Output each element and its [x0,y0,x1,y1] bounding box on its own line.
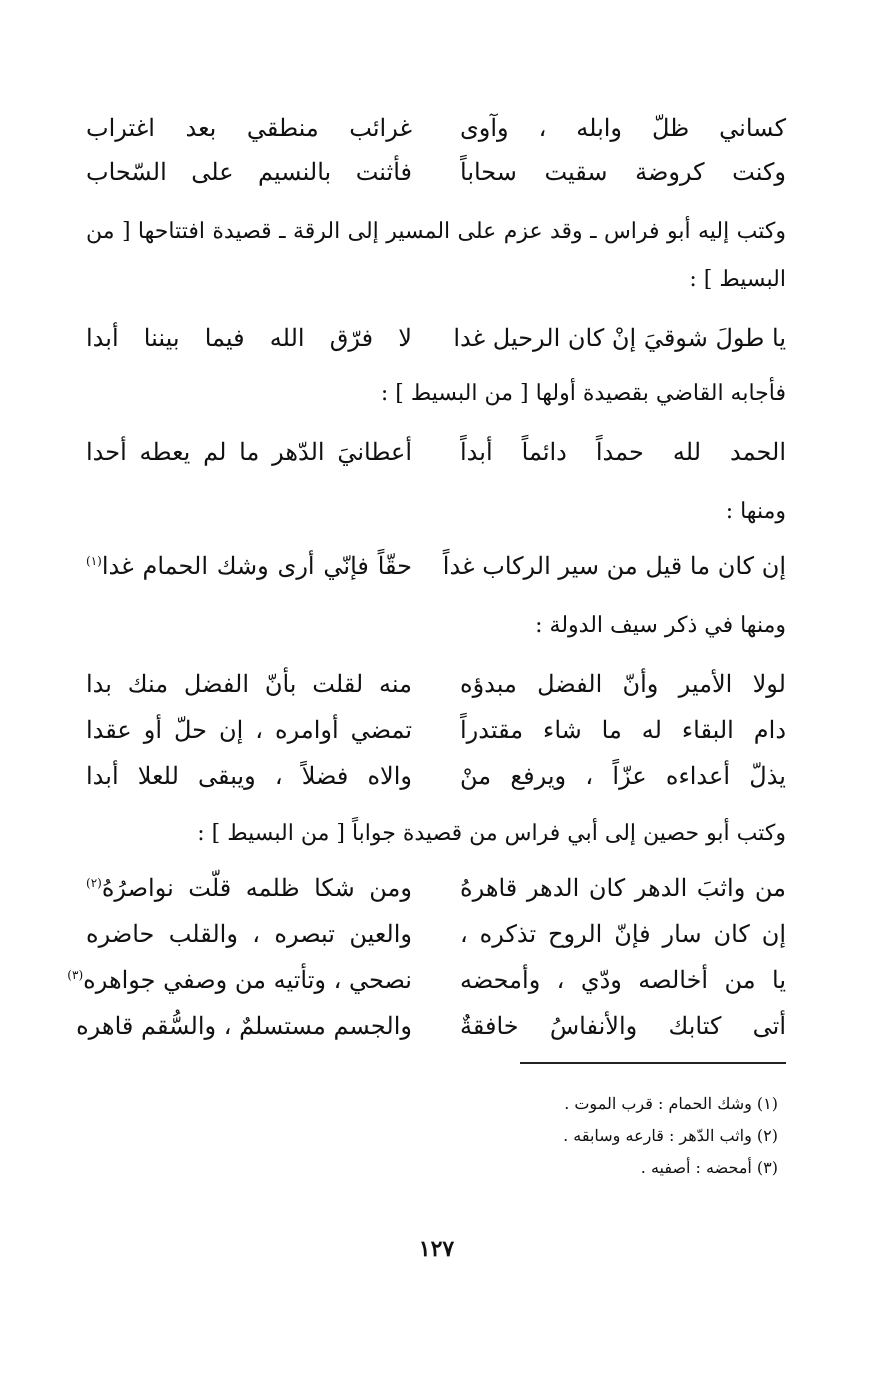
verse-first-hemistich: دام البقاء له ما شاء مقتدراً [460,716,786,744]
verse-line [67,960,786,1000]
footnote-marker: (١) [86,554,102,568]
footnote: (٣) أمحضه : أصفيه . [640,1158,778,1177]
verse-second-hemistich [86,552,412,580]
page-number: ١٢٧ [418,1236,455,1262]
verse-first-hemistich: الحمد لله حمداً دائماً أبداً [460,438,786,466]
verse-first-hemistich: من واثبَ الدهر كان الدهر قاهرهُ [460,874,786,902]
verse-first-hemistich: يا من أخالصه ودّي ، وأمحضه [460,966,786,994]
verse-line [86,710,786,750]
prose-paragraph-line: البسيط ] : [689,267,786,292]
prose-paragraph: ومنها في ذكر سيف الدولة : [535,613,786,638]
verse-first-hemistich: أتى كتابك والأنفاسُ خافقةٌ [460,1012,786,1040]
verse-line [86,108,786,148]
verse-second-hemistich [67,966,412,994]
verse-line [86,868,786,908]
footnote: (١) وشك الحمام : قرب الموت . [564,1094,778,1113]
verse-line [86,318,786,358]
verse-first-hemistich: كساني ظلّ وابله ، وآوى [460,114,786,142]
verse-text: نصحي ، وتأتيه من وصفي جواهره [83,966,412,994]
verse-first-hemistich: وكنت كروضة سقيت سحاباً [460,158,786,186]
verse-first-hemistich: لولا الأمير وأنّ الفضل مبدؤه [460,670,786,698]
footnote: (٢) واثب الدّهر : قارعه وسابقه . [563,1126,778,1145]
verse-first-hemistich: إن كان ما قيل من سير الركاب غداً [442,552,786,580]
verse-second-hemistich: والاه فضلاً ، ويبقى للعلا أبدا [86,762,412,790]
verse-second-hemistich: والعين تبصره ، والقلب حاضره [86,920,412,948]
verse-line [86,756,786,796]
verse-first-hemistich: إن كان سار فإنّ الروح تذكره ، [460,920,786,948]
verse-second-hemistich [86,874,412,902]
verse-second-hemistich: منه لقلت بأنّ الفضل منك بدا [86,670,412,698]
footnote-separator [520,1062,786,1064]
prose-paragraph: وكتب أبو حصين إلى أبي فراس من قصيدة جواباً [ من البسيط ] : [197,821,786,846]
verse-line [86,914,786,954]
verse-second-hemistich: أعطانيَ الدّهر ما لم يعطه أحدا [86,438,412,466]
prose-paragraph-line: وكتب إليه أبو فراس ـ وقد عزم على المسير إلى الرقة ـ قصيدة افتتاحها [ من [86,219,786,244]
footnote-marker: (٣) [67,968,84,982]
verse-second-hemistich: غرائب منطقي بعد اغتراب [86,114,412,142]
verse-line [86,432,786,472]
verse-second-hemistich: تمضي أوامره ، إن حلّ أو عقدا [86,716,412,744]
verse-first-hemistich: يا طولَ شوقيَ إنْ كان الرحيل غدا [453,324,786,352]
verse-line [86,152,786,192]
footnote-marker: (٢) [86,876,102,890]
prose-paragraph: فأجابه القاضي بقصيدة أولها [ من البسيط ] : [380,381,786,406]
verse-second-hemistich: فأثنت بالنسيم على السّحاب [86,158,412,186]
verse-text: ومن شكا ظلمه قلّت نواصرُهُ [101,874,412,902]
verse-line [86,546,786,586]
verse-second-hemistich: لا فرّق الله فيما بيننا أبدا [86,324,412,352]
verse-second-hemistich: والجسم مستسلمٌ ، والسُّقم قاهره [76,1012,412,1040]
prose-paragraph: ومنها : [725,499,786,524]
verse-line [76,1006,786,1046]
verse-first-hemistich: يذلّ أعداءه عزّاً ، ويرفع منْ [460,762,786,790]
verse-line [86,664,786,704]
verse-text: حقّاً فإنّي أرى وشك الحمام غدا [101,552,412,580]
